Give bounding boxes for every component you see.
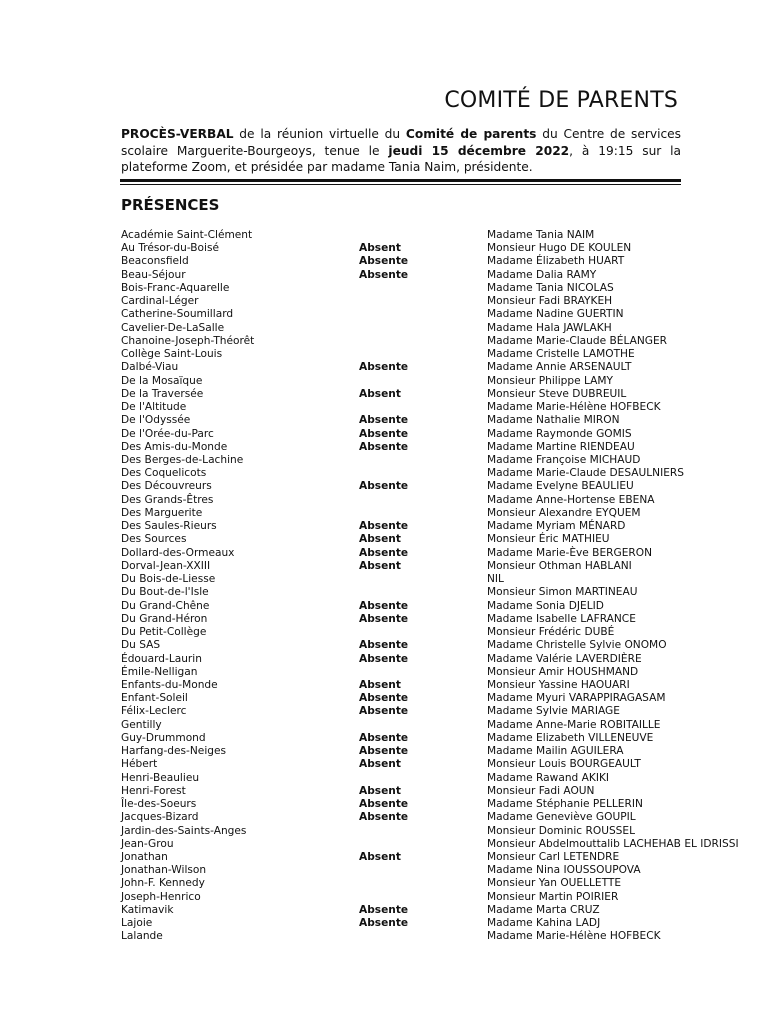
attendance-status: Absente xyxy=(359,599,409,612)
representative-name: NIL xyxy=(487,573,504,586)
representative-name: Monsieur Louis BOURGEAULT xyxy=(487,758,641,771)
intro-text-3: , à 19:15 sur la plateforme Zoom, et présidée par madame Tania Naim, présidente. xyxy=(121,143,682,174)
school-name: Lajoie xyxy=(121,917,153,930)
school-name: Chanoine-Joseph-Théorêt xyxy=(121,334,255,347)
attendance-status: Absent xyxy=(359,559,401,572)
attendance-row xyxy=(121,335,761,348)
attendance-row xyxy=(121,269,761,282)
attendance-status: Absente xyxy=(359,903,409,916)
attendance-list xyxy=(121,229,761,944)
attendance-row xyxy=(121,441,761,454)
attendance-status: Absente xyxy=(359,546,409,559)
attendance-row xyxy=(121,864,761,877)
attendance-row xyxy=(121,295,761,308)
attendance-row xyxy=(121,454,761,467)
school-name: Lalande xyxy=(121,930,163,943)
representative-name: Monsieur Carl LETENDRE xyxy=(487,851,620,864)
representative-name: Madame Marie-Claude DESAULNIERS xyxy=(487,467,684,480)
attendance-status: Absente xyxy=(359,612,409,625)
representative-name: Madame Hala JAWLAKH xyxy=(487,321,612,334)
attendance-status: Absent xyxy=(359,758,401,771)
representative-name: Madame Kahina LADJ xyxy=(487,917,601,930)
attendance-row xyxy=(121,798,761,811)
school-name: Dollard-des-Ormeaux xyxy=(121,546,235,559)
intro-paragraph xyxy=(121,126,681,176)
attendance-row xyxy=(121,692,761,705)
attendance-row xyxy=(121,626,761,639)
school-name: Jonathan-Wilson xyxy=(121,864,207,877)
attendance-row xyxy=(121,560,761,573)
representative-name: Madame Sylvie MARIAGE xyxy=(487,705,620,718)
school-name: De l'Altitude xyxy=(121,401,187,414)
attendance-row xyxy=(121,877,761,890)
attendance-row xyxy=(121,282,761,295)
attendance-row xyxy=(121,348,761,361)
attendance-row xyxy=(121,388,761,401)
attendance-row xyxy=(121,732,761,745)
representative-name: Madame Marta CRUZ xyxy=(487,903,600,916)
school-name: Katimavik xyxy=(121,903,174,916)
representative-name: Monsieur Abdelmouttalib LACHEHAB EL IDRISSI xyxy=(487,837,739,850)
attendance-status: Absente xyxy=(359,414,409,427)
representative-name: Monsieur Yan OUELLETTE xyxy=(487,877,622,890)
attendance-row xyxy=(121,930,761,943)
school-name: Du Bout-de-l'Isle xyxy=(121,586,209,599)
attendance-status: Absente xyxy=(359,798,409,811)
attendance-row xyxy=(121,375,761,388)
representative-name: Madame Dalia RAMY xyxy=(487,268,597,281)
representative-name: Madame Élizabeth HUART xyxy=(487,255,625,268)
school-name: Jean-Grou xyxy=(121,837,174,850)
attendance-status: Absente xyxy=(359,255,409,268)
school-name: Collège Saint-Louis xyxy=(121,348,223,361)
attendance-row xyxy=(121,745,761,758)
representative-name: Madame Valérie LAVERDIÈRE xyxy=(487,652,642,665)
representative-name: Madame Cristelle LAMOTHE xyxy=(487,348,635,361)
representative-name: Madame Marie-Ève BERGERON xyxy=(487,546,653,559)
attendance-row xyxy=(121,825,761,838)
attendance-row xyxy=(121,255,761,268)
school-name: John-F. Kennedy xyxy=(121,877,205,890)
attendance-status: Absent xyxy=(359,784,401,797)
attendance-status: Absent xyxy=(359,851,401,864)
attendance-row xyxy=(121,428,761,441)
school-name: Hébert xyxy=(121,758,158,771)
attendance-row xyxy=(121,838,761,851)
school-name: Joseph-Henrico xyxy=(121,890,201,903)
school-name: Du Petit-Collège xyxy=(121,626,207,639)
attendance-row xyxy=(121,308,761,321)
school-name: Jardin-des-Saints-Anges xyxy=(121,824,247,837)
representative-name: Madame Myuri VARAPPIRAGASAM xyxy=(487,692,666,705)
attendance-row xyxy=(121,891,761,904)
school-name: Harfang-des-Neiges xyxy=(121,745,227,758)
attendance-row xyxy=(121,573,761,586)
school-name: Cardinal-Léger xyxy=(121,295,199,308)
representative-name: Monsieur Simon MARTINEAU xyxy=(487,586,638,599)
school-name: De la Mosaïque xyxy=(121,374,203,387)
attendance-row xyxy=(121,494,761,507)
attendance-status: Absente xyxy=(359,361,409,374)
representative-name: Madame Geneviève GOUPIL xyxy=(487,811,636,824)
school-name: De la Traversée xyxy=(121,387,204,400)
attendance-row xyxy=(121,705,761,718)
attendance-status: Absente xyxy=(359,652,409,665)
attendance-row xyxy=(121,639,761,652)
representative-name: Monsieur Philippe LAMY xyxy=(487,374,614,387)
attendance-status: Absente xyxy=(359,811,409,824)
school-name: Dorval-Jean-XXIII xyxy=(121,559,211,572)
school-name: Beaconsfield xyxy=(121,255,189,268)
school-name: Du Bois-de-Liesse xyxy=(121,573,216,586)
representative-name: Madame Annie ARSENAULT xyxy=(487,361,632,374)
school-name: Dalbé-Viau xyxy=(121,361,179,374)
representative-name: Madame Nina IOUSSOUPOVA xyxy=(487,864,641,877)
school-name: Catherine-Soumillard xyxy=(121,308,234,321)
attendance-row xyxy=(121,904,761,917)
representative-name: Madame Sonia DJELID xyxy=(487,599,604,612)
school-name: Académie Saint-Clément xyxy=(121,229,253,241)
school-name: Émile-Nelligan xyxy=(121,665,198,678)
attendance-status: Absent xyxy=(359,387,401,400)
representative-name: Madame Isabelle LAFRANCE xyxy=(487,612,636,625)
attendance-row xyxy=(121,917,761,930)
attendance-row xyxy=(121,229,761,242)
school-name: Des Coquelicots xyxy=(121,467,207,480)
school-name: Henri-Forest xyxy=(121,784,186,797)
representative-name: Monsieur Frédéric DUBÉ xyxy=(487,626,615,639)
attendance-row xyxy=(121,785,761,798)
school-name: Des Découvreurs xyxy=(121,480,212,493)
school-name: Des Marguerite xyxy=(121,506,203,519)
representative-name: Madame Rawand AKIKI xyxy=(487,771,610,784)
representative-name: Madame Anne-Hortense EBENA xyxy=(487,493,655,506)
attendance-row xyxy=(121,520,761,533)
school-name: Henri-Beaulieu xyxy=(121,771,200,784)
school-name: Guy-Drummond xyxy=(121,731,206,744)
attendance-row xyxy=(121,507,761,520)
representative-name: Madame Marie-Claude BÉLANGER xyxy=(487,334,668,347)
school-name: De l'Orée-du-Parc xyxy=(121,427,214,440)
attendance-row xyxy=(121,758,761,771)
intro-text-1: de la réunion virtuelle du xyxy=(233,127,406,141)
school-name: Des Sources xyxy=(121,533,187,546)
attendance-row xyxy=(121,851,761,864)
school-name: Des Amis-du-Monde xyxy=(121,440,228,453)
school-name: Au Trésor-du-Boisé xyxy=(121,242,219,255)
representative-name: Madame Tania NAIM xyxy=(487,229,595,241)
representative-name: Madame Nadine GUERTIN xyxy=(487,308,624,321)
representative-name: Madame Evelyne BEAULIEU xyxy=(487,480,634,493)
school-name: Édouard-Laurin xyxy=(121,652,202,665)
representative-name: Madame Tania NICOLAS xyxy=(487,281,614,294)
attendance-row xyxy=(121,719,761,732)
representative-name: Monsieur Fadi BRAYKEH xyxy=(487,295,613,308)
representative-name: Madame Marie-Hélène HOFBECK xyxy=(487,930,661,943)
header-rule-thin xyxy=(120,184,681,185)
school-name: Jacques-Bizard xyxy=(121,811,199,824)
representative-name: Madame Elizabeth VILLENEUVE xyxy=(487,731,654,744)
attendance-row xyxy=(121,666,761,679)
attendance-status: Absente xyxy=(359,639,409,652)
attendance-row xyxy=(121,480,761,493)
representative-name: Monsieur Fadi AOUN xyxy=(487,784,595,797)
attendance-row xyxy=(121,414,761,427)
attendance-row xyxy=(121,613,761,626)
attendance-status: Absent xyxy=(359,678,401,691)
representative-name: Madame Nathalie MIRON xyxy=(487,414,620,427)
page-title: COMITÉ DE PARENTS xyxy=(444,88,678,113)
school-name: Du Grand-Héron xyxy=(121,612,208,625)
school-name: Cavelier-De-LaSalle xyxy=(121,321,225,334)
header-rule-thick xyxy=(120,179,681,182)
attendance-row xyxy=(121,242,761,255)
school-name: Félix-Leclerc xyxy=(121,705,187,718)
attendance-status: Absente xyxy=(359,705,409,718)
representative-name: Madame Marie-Hélène HOFBECK xyxy=(487,401,661,414)
school-name: De l'Odyssée xyxy=(121,414,191,427)
attendance-status: Absente xyxy=(359,745,409,758)
intro-committee-name: Comité de parents xyxy=(405,127,537,141)
representative-name: Madame Anne-Marie ROBITAILLE xyxy=(487,718,661,731)
attendance-status: Absente xyxy=(359,427,409,440)
representative-name: Monsieur Alexandre EYQUEM xyxy=(487,506,641,519)
representative-name: Monsieur Hugo DE KOULEN xyxy=(487,242,632,255)
representative-name: Monsieur Éric MATHIEU xyxy=(487,533,610,546)
attendance-row xyxy=(121,679,761,692)
school-name: Beau-Séjour xyxy=(121,268,186,281)
school-name: Île-des-Soeurs xyxy=(121,798,197,811)
representative-name: Monsieur Martin POIRIER xyxy=(487,890,619,903)
representative-name: Madame Christelle Sylvie ONOMO xyxy=(487,639,667,652)
representative-name: Monsieur Othman HABLANI xyxy=(487,559,632,572)
attendance-row xyxy=(121,361,761,374)
attendance-row xyxy=(121,547,761,560)
school-name: Bois-Franc-Aquarelle xyxy=(121,281,230,294)
representative-name: Madame Françoise MICHAUD xyxy=(487,453,641,466)
section-title-presences: PRÉSENCES xyxy=(121,196,220,214)
attendance-row xyxy=(121,772,761,785)
representative-name: Madame Raymonde GOMIS xyxy=(487,427,632,440)
representative-name: Monsieur Yassine HAOUARI xyxy=(487,678,630,691)
attendance-row xyxy=(121,401,761,414)
attendance-row xyxy=(121,533,761,546)
attendance-row xyxy=(121,811,761,824)
school-name: Gentilly xyxy=(121,718,162,731)
representative-name: Madame Myriam MÉNARD xyxy=(487,520,626,533)
attendance-row xyxy=(121,600,761,613)
school-name: Du SAS xyxy=(121,639,161,652)
attendance-status: Absente xyxy=(359,268,409,281)
representative-name: Madame Martine RIENDEAU xyxy=(487,440,635,453)
school-name: Des Berges-de-Lachine xyxy=(121,453,244,466)
representative-name: Monsieur Dominic ROUSSEL xyxy=(487,824,636,837)
school-name: Des Grands-Êtres xyxy=(121,493,214,506)
intro-text-2: du Centre de services scolaire Marguerite-Bourgeoys, tenue le xyxy=(121,127,682,158)
school-name: Du Grand-Chêne xyxy=(121,599,210,612)
attendance-status: Absent xyxy=(359,533,401,546)
attendance-row xyxy=(121,322,761,335)
attendance-row xyxy=(121,653,761,666)
representative-name: Monsieur Steve DUBREUIL xyxy=(487,387,627,400)
representative-name: Madame Mailin AGUILERA xyxy=(487,745,624,758)
attendance-status: Absent xyxy=(359,242,401,255)
attendance-status: Absente xyxy=(359,917,409,930)
intro-pv-label: PROCÈS-VERBAL xyxy=(121,127,234,141)
intro-meeting-date: jeudi 15 décembre 2022 xyxy=(388,143,570,158)
school-name: Jonathan xyxy=(121,851,168,864)
attendance-status: Absente xyxy=(359,731,409,744)
attendance-status: Absente xyxy=(359,692,409,705)
attendance-status: Absente xyxy=(359,480,409,493)
attendance-status: Absente xyxy=(359,520,409,533)
school-name: Des Saules-Rieurs xyxy=(121,520,217,533)
attendance-row xyxy=(121,467,761,480)
representative-name: Monsieur Amir HOUSHMAND xyxy=(487,665,639,678)
attendance-status: Absente xyxy=(359,440,409,453)
school-name: Enfants-du-Monde xyxy=(121,678,218,691)
school-name: Enfant-Soleil xyxy=(121,692,188,705)
representative-name: Madame Stéphanie PELLERIN xyxy=(487,798,643,811)
attendance-row xyxy=(121,586,761,599)
